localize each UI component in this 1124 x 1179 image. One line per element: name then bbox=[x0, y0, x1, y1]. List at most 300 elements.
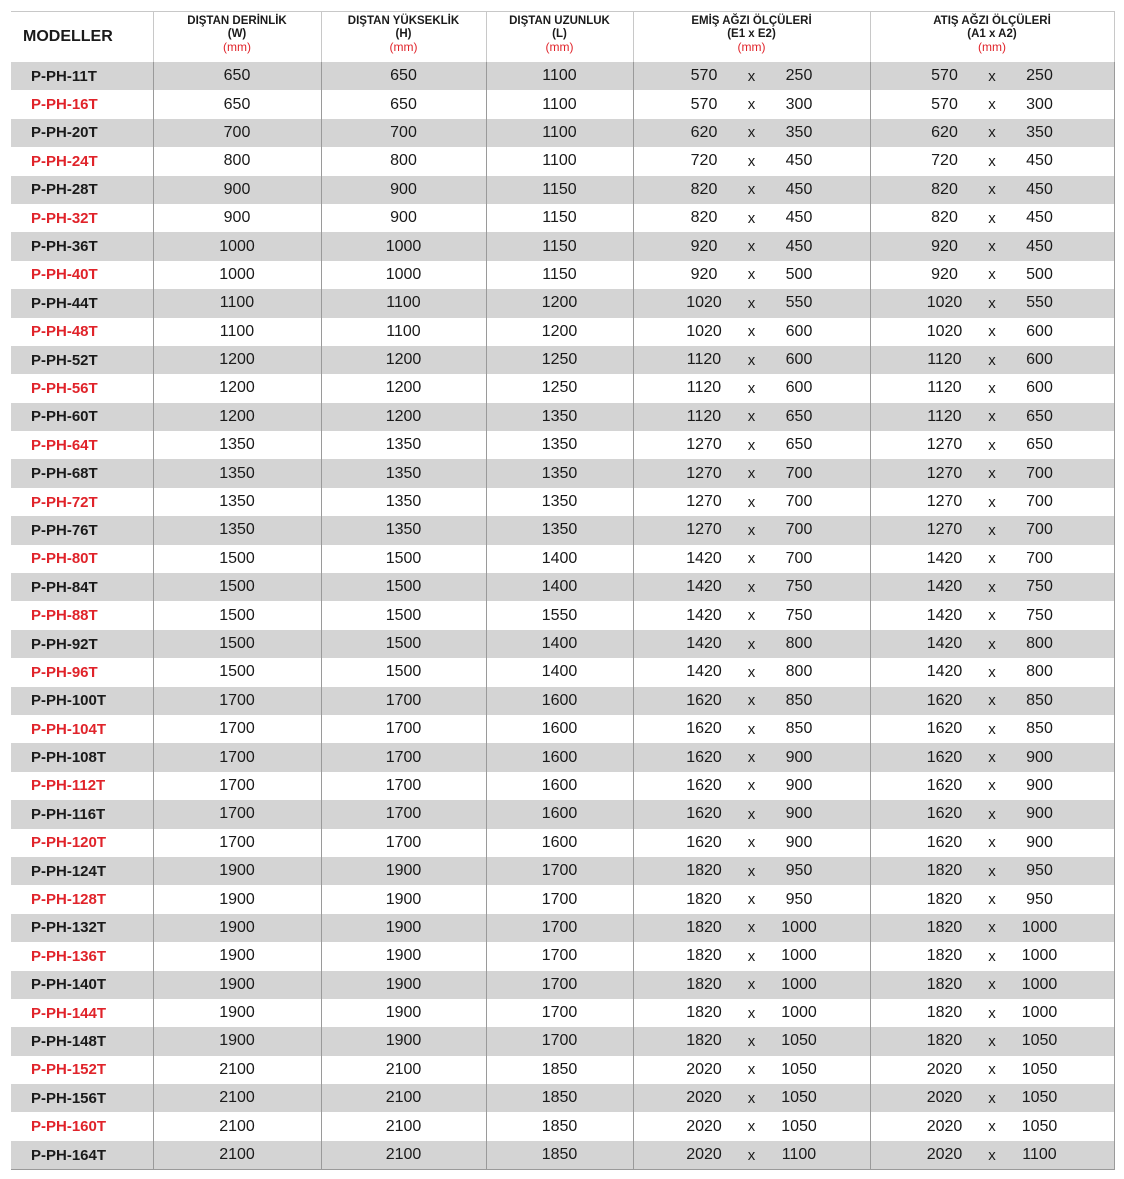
height-cell: 2100 bbox=[321, 1141, 486, 1170]
inlet-cell bbox=[633, 289, 870, 317]
table-row bbox=[11, 403, 1114, 431]
inlet-e2: 500 bbox=[785, 265, 813, 283]
model-cell: P-PH-92T bbox=[11, 630, 153, 658]
outlet-a2: 900 bbox=[1026, 776, 1053, 794]
depth-cell: 1700 bbox=[153, 800, 321, 828]
inlet-separator: x bbox=[747, 96, 756, 114]
height-cell: 2100 bbox=[321, 1056, 486, 1084]
table-row bbox=[11, 914, 1114, 942]
height-cell: 1100 bbox=[321, 318, 486, 346]
table-row bbox=[11, 772, 1114, 800]
inlet-cell bbox=[633, 516, 870, 544]
length-cell: 1700 bbox=[486, 885, 633, 913]
inlet-e1: 1420 bbox=[686, 635, 722, 652]
inlet-cell bbox=[633, 374, 870, 402]
height-cell: 900 bbox=[321, 176, 486, 204]
outlet-separator: x bbox=[988, 663, 996, 681]
inlet-cell bbox=[633, 318, 870, 346]
outlet-a2: 500 bbox=[1026, 265, 1053, 283]
outlet-a1: 1270 bbox=[926, 436, 963, 454]
outlet-a2: 700 bbox=[1026, 493, 1053, 511]
inlet-cell bbox=[633, 1112, 870, 1140]
height-cell: 1500 bbox=[321, 658, 486, 686]
outlet-cell bbox=[870, 1027, 1114, 1055]
outlet-separator: x bbox=[988, 635, 996, 653]
outlet-a2: 550 bbox=[1026, 294, 1053, 312]
outlet-separator: x bbox=[988, 777, 996, 795]
model-cell: P-PH-104T bbox=[11, 715, 153, 743]
outlet-cell bbox=[870, 90, 1114, 118]
inlet-cell bbox=[633, 431, 870, 459]
table-row bbox=[11, 545, 1114, 573]
inlet-separator: x bbox=[747, 294, 756, 312]
model-cell: P-PH-56T bbox=[11, 374, 153, 402]
header-length-unit: (mm) bbox=[545, 40, 574, 54]
outlet-a2: 450 bbox=[1026, 237, 1053, 255]
inlet-e2: 900 bbox=[785, 805, 813, 823]
outlet-a1: 1270 bbox=[926, 493, 963, 511]
inlet-cell bbox=[633, 942, 870, 970]
length-cell: 1200 bbox=[486, 318, 633, 346]
outlet-a2: 450 bbox=[1026, 152, 1053, 170]
header-height-sub: (H) bbox=[395, 28, 412, 40]
length-cell: 1100 bbox=[486, 147, 633, 175]
inlet-separator: x bbox=[747, 379, 756, 397]
model-cell: P-PH-44T bbox=[11, 289, 153, 317]
table-row bbox=[11, 829, 1114, 857]
outlet-a2: 700 bbox=[1026, 464, 1053, 482]
inlet-e2: 450 bbox=[785, 209, 813, 227]
model-cell: P-PH-136T bbox=[11, 942, 153, 970]
model-cell: P-PH-68T bbox=[11, 459, 153, 487]
model-cell: P-PH-60T bbox=[11, 403, 153, 431]
header-length bbox=[486, 12, 633, 63]
outlet-separator: x bbox=[988, 351, 996, 369]
outlet-a2: 700 bbox=[1026, 521, 1053, 539]
outlet-a1: 1820 bbox=[926, 1032, 963, 1050]
outlet-cell bbox=[870, 403, 1114, 431]
outlet-a1: 1820 bbox=[926, 918, 963, 936]
outlet-a2: 700 bbox=[1026, 549, 1053, 567]
model-cell: P-PH-36T bbox=[11, 232, 153, 260]
height-cell: 1700 bbox=[321, 743, 486, 771]
outlet-a2: 600 bbox=[1026, 322, 1053, 340]
depth-cell: 1700 bbox=[153, 772, 321, 800]
inlet-cell bbox=[633, 459, 870, 487]
outlet-a1: 1420 bbox=[926, 606, 963, 624]
outlet-a2: 800 bbox=[1026, 663, 1053, 681]
outlet-cell bbox=[870, 1141, 1114, 1170]
depth-cell: 1700 bbox=[153, 687, 321, 715]
depth-cell: 1350 bbox=[153, 431, 321, 459]
outlet-a2: 350 bbox=[1026, 123, 1053, 141]
outlet-cell bbox=[870, 942, 1114, 970]
depth-cell: 1500 bbox=[153, 630, 321, 658]
inlet-e1: 570 bbox=[690, 95, 718, 113]
depth-cell: 1200 bbox=[153, 374, 321, 402]
inlet-separator: x bbox=[747, 465, 756, 483]
inlet-e2: 750 bbox=[785, 578, 813, 596]
outlet-a1: 1820 bbox=[926, 890, 963, 908]
inlet-e1: 820 bbox=[690, 209, 718, 227]
inlet-cell bbox=[633, 630, 870, 658]
inlet-e1: 1020 bbox=[686, 294, 722, 312]
inlet-separator: x bbox=[747, 777, 756, 795]
depth-cell: 1900 bbox=[153, 999, 321, 1027]
depth-cell: 900 bbox=[153, 204, 321, 232]
inlet-e1: 2020 bbox=[686, 1117, 722, 1135]
outlet-cell bbox=[870, 516, 1114, 544]
model-cell: P-PH-72T bbox=[11, 488, 153, 516]
header-models bbox=[11, 12, 153, 63]
length-cell: 1700 bbox=[486, 1027, 633, 1055]
inlet-e2: 700 bbox=[785, 493, 813, 511]
depth-cell: 1900 bbox=[153, 885, 321, 913]
outlet-a1: 1820 bbox=[926, 862, 963, 880]
height-cell: 1200 bbox=[321, 346, 486, 374]
height-cell: 1900 bbox=[321, 1027, 486, 1055]
table-row bbox=[11, 204, 1114, 232]
height-cell: 1000 bbox=[321, 261, 486, 289]
table-row bbox=[11, 601, 1114, 629]
length-cell: 1100 bbox=[486, 62, 633, 90]
inlet-e1: 1420 bbox=[686, 663, 722, 681]
table-row bbox=[11, 289, 1114, 317]
length-cell: 1700 bbox=[486, 971, 633, 999]
length-cell: 1850 bbox=[486, 1084, 633, 1112]
outlet-cell bbox=[870, 459, 1114, 487]
inlet-e2: 650 bbox=[785, 407, 813, 425]
depth-cell: 2100 bbox=[153, 1141, 321, 1170]
length-cell: 1400 bbox=[486, 658, 633, 686]
depth-cell: 1350 bbox=[153, 516, 321, 544]
inlet-cell bbox=[633, 573, 870, 601]
inlet-cell bbox=[633, 90, 870, 118]
height-cell: 800 bbox=[321, 147, 486, 175]
table-row bbox=[11, 516, 1114, 544]
outlet-cell bbox=[870, 289, 1114, 317]
table-row bbox=[11, 346, 1114, 374]
outlet-separator: x bbox=[988, 805, 996, 823]
header-outlet-unit: (mm) bbox=[978, 40, 1006, 54]
outlet-a2: 1050 bbox=[1021, 1032, 1058, 1050]
depth-cell: 1700 bbox=[153, 715, 321, 743]
height-cell: 650 bbox=[321, 90, 486, 118]
model-cell: P-PH-100T bbox=[11, 687, 153, 715]
outlet-a1: 2020 bbox=[926, 1089, 963, 1107]
model-cell: P-PH-80T bbox=[11, 545, 153, 573]
height-cell: 1200 bbox=[321, 374, 486, 402]
inlet-separator: x bbox=[747, 1146, 756, 1164]
outlet-separator: x bbox=[988, 607, 996, 625]
outlet-a2: 900 bbox=[1026, 805, 1053, 823]
inlet-separator: x bbox=[747, 805, 756, 823]
header-outlet bbox=[870, 12, 1114, 63]
inlet-e1: 1820 bbox=[686, 890, 722, 908]
length-cell: 1550 bbox=[486, 601, 633, 629]
outlet-a1: 620 bbox=[931, 123, 958, 141]
outlet-separator: x bbox=[988, 891, 996, 909]
outlet-separator: x bbox=[988, 152, 996, 170]
inlet-e1: 1620 bbox=[686, 720, 722, 738]
table-row bbox=[11, 459, 1114, 487]
outlet-cell bbox=[870, 971, 1114, 999]
outlet-a2: 600 bbox=[1026, 379, 1053, 397]
outlet-a2: 750 bbox=[1026, 606, 1053, 624]
length-cell: 1700 bbox=[486, 857, 633, 885]
table-row bbox=[11, 1112, 1114, 1140]
outlet-cell bbox=[870, 346, 1114, 374]
inlet-e2: 850 bbox=[785, 691, 813, 709]
outlet-cell bbox=[870, 1056, 1114, 1084]
model-cell: P-PH-132T bbox=[11, 914, 153, 942]
height-cell: 1700 bbox=[321, 687, 486, 715]
height-cell: 1700 bbox=[321, 772, 486, 800]
outlet-a2: 650 bbox=[1026, 407, 1053, 425]
outlet-a1: 720 bbox=[931, 152, 958, 170]
length-cell: 1600 bbox=[486, 772, 633, 800]
table-row bbox=[11, 971, 1114, 999]
inlet-e1: 920 bbox=[690, 265, 718, 283]
inlet-e1: 1620 bbox=[686, 805, 722, 823]
table-row bbox=[11, 857, 1114, 885]
outlet-cell bbox=[870, 261, 1114, 289]
table-row bbox=[11, 942, 1114, 970]
outlet-separator: x bbox=[988, 408, 996, 426]
outlet-a2: 600 bbox=[1026, 351, 1053, 369]
table-row bbox=[11, 261, 1114, 289]
outlet-separator: x bbox=[988, 578, 996, 596]
inlet-separator: x bbox=[747, 749, 756, 767]
depth-cell: 1000 bbox=[153, 232, 321, 260]
table-row bbox=[11, 630, 1114, 658]
outlet-a1: 1620 bbox=[926, 748, 963, 766]
model-cell: P-PH-140T bbox=[11, 971, 153, 999]
length-cell: 1100 bbox=[486, 90, 633, 118]
inlet-e2: 800 bbox=[785, 663, 813, 681]
inlet-separator: x bbox=[747, 266, 756, 284]
height-cell: 1900 bbox=[321, 942, 486, 970]
depth-cell: 2100 bbox=[153, 1112, 321, 1140]
outlet-separator: x bbox=[988, 465, 996, 483]
outlet-a1: 1820 bbox=[926, 975, 963, 993]
outlet-cell bbox=[870, 204, 1114, 232]
outlet-a2: 450 bbox=[1026, 180, 1053, 198]
outlet-a1: 1120 bbox=[927, 379, 962, 397]
depth-cell: 1500 bbox=[153, 573, 321, 601]
depth-cell: 1350 bbox=[153, 488, 321, 516]
header-inlet-sub: (E1 x E2) bbox=[727, 28, 776, 40]
header-length-sub: (L) bbox=[552, 28, 567, 40]
table-row bbox=[11, 431, 1114, 459]
outlet-a1: 1820 bbox=[926, 1004, 963, 1022]
inlet-cell bbox=[633, 176, 870, 204]
inlet-e2: 250 bbox=[785, 67, 813, 85]
inlet-cell bbox=[633, 971, 870, 999]
inlet-cell bbox=[633, 1141, 870, 1170]
height-cell: 1700 bbox=[321, 715, 486, 743]
outlet-cell bbox=[870, 1084, 1114, 1112]
table-row bbox=[11, 90, 1114, 118]
table-row bbox=[11, 687, 1114, 715]
height-cell: 2100 bbox=[321, 1112, 486, 1140]
depth-cell: 1900 bbox=[153, 942, 321, 970]
outlet-a2: 1100 bbox=[1022, 1146, 1057, 1164]
model-cell: P-PH-32T bbox=[11, 204, 153, 232]
inlet-separator: x bbox=[747, 720, 756, 738]
height-cell: 1900 bbox=[321, 971, 486, 999]
outlet-separator: x bbox=[988, 67, 996, 85]
table-row bbox=[11, 488, 1114, 516]
length-cell: 1850 bbox=[486, 1056, 633, 1084]
outlet-cell bbox=[870, 630, 1114, 658]
outlet-cell bbox=[870, 914, 1114, 942]
height-cell: 1900 bbox=[321, 999, 486, 1027]
height-cell: 700 bbox=[321, 119, 486, 147]
inlet-separator: x bbox=[747, 436, 756, 454]
inlet-e2: 450 bbox=[785, 152, 813, 170]
height-cell: 1500 bbox=[321, 545, 486, 573]
outlet-separator: x bbox=[988, 1004, 996, 1022]
inlet-e1: 2020 bbox=[686, 1060, 722, 1078]
outlet-cell bbox=[870, 772, 1114, 800]
inlet-e2: 300 bbox=[785, 95, 813, 113]
inlet-separator: x bbox=[747, 1089, 756, 1107]
inlet-separator: x bbox=[747, 124, 756, 142]
model-cell: P-PH-156T bbox=[11, 1084, 153, 1112]
inlet-separator: x bbox=[747, 67, 756, 85]
depth-cell: 1500 bbox=[153, 545, 321, 573]
inlet-e1: 920 bbox=[690, 237, 718, 255]
outlet-cell bbox=[870, 573, 1114, 601]
inlet-e1: 1620 bbox=[686, 776, 722, 794]
inlet-cell bbox=[633, 914, 870, 942]
outlet-a1: 1120 bbox=[927, 351, 962, 369]
header-height bbox=[321, 12, 486, 63]
outlet-a1: 1420 bbox=[926, 549, 963, 567]
depth-cell: 1200 bbox=[153, 346, 321, 374]
outlet-cell bbox=[870, 62, 1114, 90]
table-row bbox=[11, 1027, 1114, 1055]
outlet-a2: 900 bbox=[1026, 833, 1053, 851]
model-cell: P-PH-124T bbox=[11, 857, 153, 885]
outlet-cell bbox=[870, 715, 1114, 743]
inlet-e2: 700 bbox=[785, 549, 813, 567]
length-cell: 1700 bbox=[486, 942, 633, 970]
outlet-separator: x bbox=[988, 1089, 996, 1107]
outlet-a1: 1420 bbox=[926, 578, 963, 596]
inlet-cell bbox=[633, 62, 870, 90]
length-cell: 1200 bbox=[486, 289, 633, 317]
model-cell: P-PH-160T bbox=[11, 1112, 153, 1140]
inlet-separator: x bbox=[747, 862, 756, 880]
length-cell: 1350 bbox=[486, 431, 633, 459]
outlet-separator: x bbox=[988, 749, 996, 767]
model-cell: P-PH-96T bbox=[11, 658, 153, 686]
outlet-separator: x bbox=[988, 436, 996, 454]
height-cell: 1350 bbox=[321, 459, 486, 487]
outlet-separator: x bbox=[988, 1146, 996, 1164]
outlet-cell bbox=[870, 545, 1114, 573]
outlet-cell bbox=[870, 687, 1114, 715]
inlet-cell bbox=[633, 147, 870, 175]
inlet-separator: x bbox=[747, 493, 756, 511]
model-cell: P-PH-40T bbox=[11, 261, 153, 289]
model-cell: P-PH-48T bbox=[11, 318, 153, 346]
outlet-a1: 1820 bbox=[926, 947, 963, 965]
outlet-a1: 2020 bbox=[926, 1060, 963, 1078]
depth-cell: 1900 bbox=[153, 971, 321, 999]
outlet-separator: x bbox=[988, 124, 996, 142]
outlet-separator: x bbox=[988, 379, 996, 397]
length-cell: 1350 bbox=[486, 516, 633, 544]
inlet-e2: 1000 bbox=[781, 918, 817, 936]
inlet-cell bbox=[633, 772, 870, 800]
header-depth-title: DIŞTAN DERİNLİK bbox=[187, 15, 287, 27]
height-cell: 1350 bbox=[321, 431, 486, 459]
inlet-separator: x bbox=[747, 351, 756, 369]
length-cell: 1350 bbox=[486, 403, 633, 431]
inlet-cell bbox=[633, 204, 870, 232]
height-cell: 1500 bbox=[321, 601, 486, 629]
outlet-a2: 1000 bbox=[1021, 1004, 1058, 1022]
height-cell: 1700 bbox=[321, 829, 486, 857]
height-cell: 1200 bbox=[321, 403, 486, 431]
table-row bbox=[11, 374, 1114, 402]
inlet-e2: 450 bbox=[785, 180, 813, 198]
outlet-separator: x bbox=[988, 209, 996, 227]
outlet-a1: 2020 bbox=[926, 1146, 963, 1164]
table-body bbox=[11, 62, 1114, 1170]
model-cell: P-PH-20T bbox=[11, 119, 153, 147]
outlet-separator: x bbox=[988, 919, 996, 937]
table-row bbox=[11, 658, 1114, 686]
outlet-a2: 450 bbox=[1026, 209, 1053, 227]
inlet-separator: x bbox=[747, 1061, 756, 1079]
length-cell: 1600 bbox=[486, 800, 633, 828]
inlet-cell bbox=[633, 346, 870, 374]
length-cell: 1350 bbox=[486, 488, 633, 516]
inlet-e2: 1100 bbox=[781, 1146, 817, 1164]
inlet-separator: x bbox=[747, 209, 756, 227]
model-cell: P-PH-16T bbox=[11, 90, 153, 118]
inlet-e2: 1050 bbox=[781, 1032, 817, 1050]
table-row bbox=[11, 1056, 1114, 1084]
outlet-a1: 1620 bbox=[926, 776, 963, 794]
header-models-label: MODELLER bbox=[23, 27, 113, 45]
outlet-separator: x bbox=[988, 238, 996, 256]
inlet-e1: 1820 bbox=[686, 862, 722, 880]
outlet-cell bbox=[870, 119, 1114, 147]
depth-cell: 650 bbox=[153, 62, 321, 90]
outlet-a2: 950 bbox=[1026, 862, 1053, 880]
outlet-a1: 570 bbox=[931, 67, 958, 85]
inlet-e1: 1120 bbox=[686, 407, 722, 425]
inlet-separator: x bbox=[747, 323, 756, 341]
inlet-cell bbox=[633, 999, 870, 1027]
length-cell: 1400 bbox=[486, 545, 633, 573]
model-cell: P-PH-116T bbox=[11, 800, 153, 828]
inlet-e2: 1050 bbox=[781, 1117, 817, 1135]
inlet-e1: 820 bbox=[690, 180, 718, 198]
outlet-separator: x bbox=[988, 692, 996, 710]
outlet-a2: 1050 bbox=[1021, 1089, 1058, 1107]
inlet-separator: x bbox=[747, 408, 756, 426]
height-cell: 1500 bbox=[321, 573, 486, 601]
length-cell: 1600 bbox=[486, 743, 633, 771]
outlet-cell bbox=[870, 829, 1114, 857]
inlet-e1: 620 bbox=[690, 123, 718, 141]
